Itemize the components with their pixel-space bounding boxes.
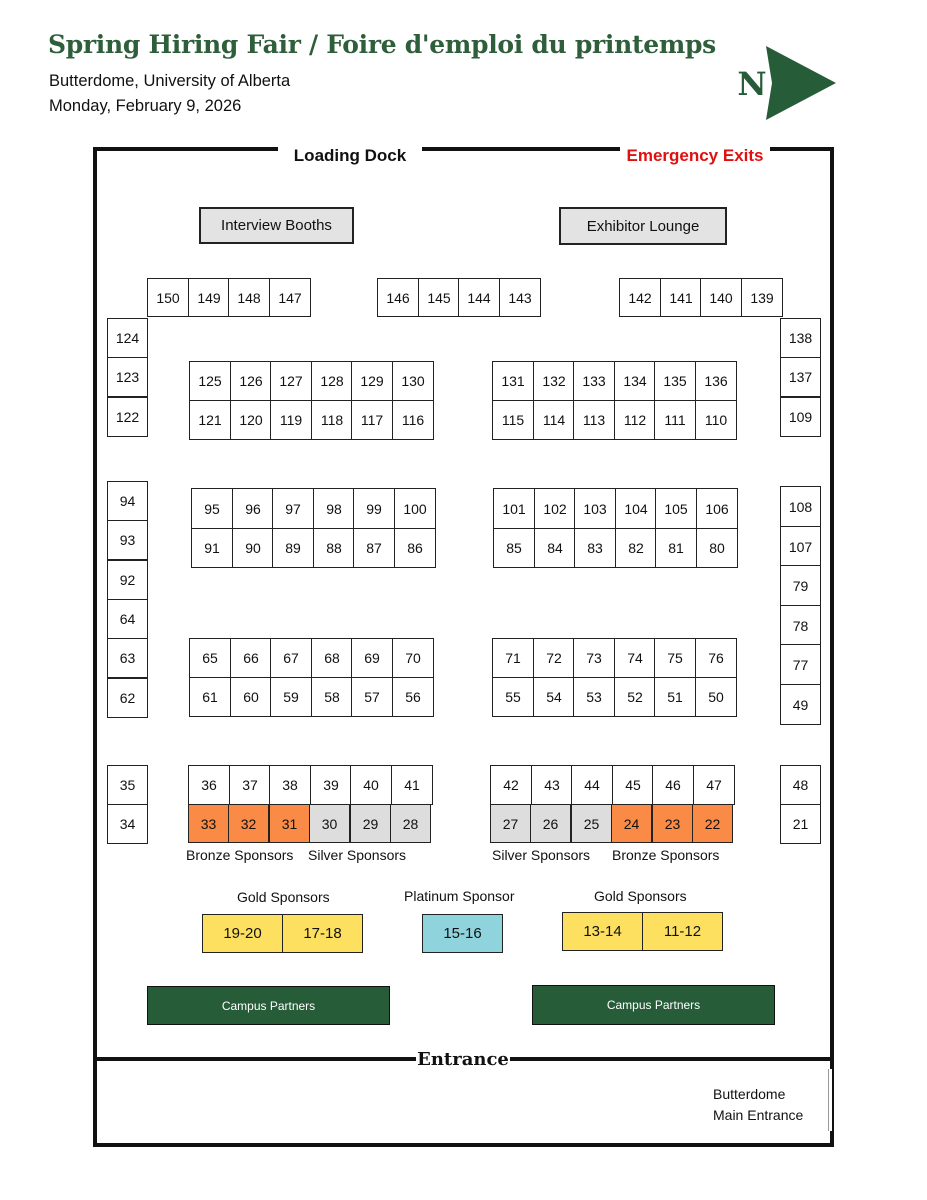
booth-114: 114 — [533, 400, 575, 440]
booth-104: 104 — [615, 488, 657, 529]
booth-99: 99 — [353, 488, 395, 529]
booth-47: 47 — [693, 765, 735, 805]
page-title: Spring Hiring Fair / Foire d'emploi du printemps — [48, 30, 716, 59]
booth-81: 81 — [655, 528, 697, 568]
booth-64: 64 — [107, 599, 148, 639]
gold-sponsor-booth-19-20: 19-20 — [202, 914, 283, 953]
booth-59: 59 — [270, 677, 312, 717]
booth-80: 80 — [696, 528, 738, 568]
booth-50: 50 — [695, 677, 737, 717]
booth-67: 67 — [270, 638, 312, 678]
booth-68: 68 — [311, 638, 353, 678]
bronze-sponsor-booth-23: 23 — [652, 804, 693, 843]
booth-66: 66 — [230, 638, 272, 678]
exhibitor-lounge-zone: Exhibitor Lounge — [559, 207, 727, 245]
booth-97: 97 — [272, 488, 314, 529]
booth-58: 58 — [311, 677, 353, 717]
silver-sponsor-booth-27: 27 — [490, 804, 531, 843]
booth-98: 98 — [313, 488, 355, 529]
booth-126: 126 — [230, 361, 272, 401]
booth-108: 108 — [780, 486, 821, 527]
booth-54: 54 — [533, 677, 575, 717]
booth-78: 78 — [780, 605, 821, 646]
booth-38: 38 — [269, 765, 311, 805]
booth-146: 146 — [377, 278, 419, 317]
bronze-sponsor-booth-32: 32 — [228, 804, 269, 843]
booth-85: 85 — [493, 528, 535, 568]
booth-84: 84 — [534, 528, 576, 568]
emergency-exits-label: Emergency Exits — [620, 146, 770, 166]
booth-133: 133 — [573, 361, 615, 401]
booth-46: 46 — [652, 765, 694, 805]
booth-93: 93 — [107, 520, 148, 560]
booth-137: 137 — [780, 357, 821, 397]
booth-110: 110 — [695, 400, 737, 440]
booth-70: 70 — [392, 638, 434, 678]
booth-138: 138 — [780, 318, 821, 358]
booth-128: 128 — [311, 361, 353, 401]
main-entrance-label-line2: Main Entrance — [713, 1107, 804, 1123]
booth-45: 45 — [612, 765, 654, 805]
booth-63: 63 — [107, 638, 148, 678]
silver-sponsor-booth-26: 26 — [530, 804, 571, 843]
booth-36: 36 — [188, 765, 230, 805]
booth-115: 115 — [492, 400, 534, 440]
loading-dock-label: Loading Dock — [278, 146, 422, 166]
booth-40: 40 — [350, 765, 392, 805]
booth-94: 94 — [107, 481, 148, 521]
bronze-sponsors-left-label: Bronze Sponsors — [186, 847, 294, 863]
booth-60: 60 — [230, 677, 272, 717]
booth-95: 95 — [191, 488, 233, 529]
booth-87: 87 — [353, 528, 395, 568]
booth-91: 91 — [191, 528, 233, 568]
booth-55: 55 — [492, 677, 534, 717]
gold-sponsors-left-label: Gold Sponsors — [237, 889, 330, 905]
booth-89: 89 — [272, 528, 314, 568]
booth-124: 124 — [107, 318, 148, 358]
booth-42: 42 — [490, 765, 532, 805]
booth-148: 148 — [228, 278, 270, 317]
booth-122: 122 — [107, 397, 148, 437]
silver-sponsors-left-label: Silver Sponsors — [308, 847, 407, 863]
booth-39: 39 — [310, 765, 352, 805]
campus-partners-right: Campus Partners — [532, 985, 775, 1025]
booth-120: 120 — [230, 400, 272, 440]
booth-71: 71 — [492, 638, 534, 678]
booth-44: 44 — [571, 765, 613, 805]
booth-150: 150 — [147, 278, 189, 317]
booth-134: 134 — [614, 361, 656, 401]
booth-119: 119 — [270, 400, 312, 440]
booth-145: 145 — [418, 278, 460, 317]
booth-132: 132 — [533, 361, 575, 401]
booth-100: 100 — [394, 488, 436, 529]
booth-82: 82 — [615, 528, 657, 568]
booth-62: 62 — [107, 678, 148, 718]
booth-74: 74 — [614, 638, 656, 678]
bronze-sponsors-right-label: Bronze Sponsors — [612, 847, 720, 863]
booth-86: 86 — [394, 528, 436, 568]
platinum-sponsor-booth-15-16: 15-16 — [422, 914, 503, 953]
main-door — [828, 1069, 832, 1131]
silver-sponsor-booth-29: 29 — [350, 804, 391, 843]
booth-88: 88 — [313, 528, 355, 568]
north-arrow-icon — [736, 46, 836, 120]
booth-90: 90 — [232, 528, 274, 568]
booth-109: 109 — [780, 397, 821, 437]
booth-127: 127 — [270, 361, 312, 401]
booth-77: 77 — [780, 644, 821, 685]
booth-147: 147 — [269, 278, 311, 317]
interview-booths-zone: Interview Booths — [199, 207, 354, 244]
bronze-sponsor-booth-33: 33 — [188, 804, 229, 843]
booth-144: 144 — [458, 278, 500, 317]
booth-96: 96 — [232, 488, 274, 529]
booth-140: 140 — [700, 278, 742, 317]
booth-101: 101 — [493, 488, 535, 529]
booth-139: 139 — [741, 278, 783, 317]
booth-76: 76 — [695, 638, 737, 678]
booth-41: 41 — [391, 765, 433, 805]
booth-92: 92 — [107, 560, 148, 600]
gold-sponsor-booth-17-18: 17-18 — [282, 914, 363, 953]
booth-75: 75 — [654, 638, 696, 678]
entrance-label: Entrance — [417, 1049, 509, 1070]
booth-48: 48 — [780, 765, 821, 805]
booth-73: 73 — [573, 638, 615, 678]
booth-135: 135 — [654, 361, 696, 401]
booth-105: 105 — [655, 488, 697, 529]
north-letter: N — [737, 65, 767, 103]
booth-131: 131 — [492, 361, 534, 401]
booth-123: 123 — [107, 357, 148, 397]
date-text: Monday, February 9, 2026 — [49, 97, 242, 115]
booth-65: 65 — [189, 638, 231, 678]
booth-111: 111 — [654, 400, 696, 440]
gold-sponsors-right-label: Gold Sponsors — [594, 888, 687, 904]
booth-118: 118 — [311, 400, 353, 440]
booth-106: 106 — [696, 488, 738, 529]
booth-130: 130 — [392, 361, 434, 401]
campus-partners-left: Campus Partners — [147, 986, 390, 1025]
booth-102: 102 — [534, 488, 576, 529]
booth-117: 117 — [351, 400, 393, 440]
booth-49: 49 — [780, 684, 821, 725]
west-wall — [93, 147, 97, 1147]
booth-21: 21 — [780, 804, 821, 844]
south-wall — [93, 1143, 834, 1147]
silver-sponsors-right-label: Silver Sponsors — [492, 847, 591, 863]
booth-52: 52 — [614, 677, 656, 717]
bronze-sponsor-booth-22: 22 — [692, 804, 733, 843]
booth-149: 149 — [188, 278, 230, 317]
booth-72: 72 — [533, 638, 575, 678]
booth-56: 56 — [392, 677, 434, 717]
east-wall — [830, 147, 834, 1147]
booth-35: 35 — [107, 765, 148, 805]
booth-57: 57 — [351, 677, 393, 717]
booth-112: 112 — [614, 400, 656, 440]
booth-116: 116 — [392, 400, 434, 440]
booth-34: 34 — [107, 804, 148, 844]
silver-sponsor-booth-30: 30 — [309, 804, 350, 843]
bronze-sponsor-booth-24: 24 — [611, 804, 652, 843]
booth-43: 43 — [531, 765, 573, 805]
booth-37: 37 — [229, 765, 271, 805]
silver-sponsor-booth-25: 25 — [571, 804, 612, 843]
bronze-sponsor-booth-31: 31 — [269, 804, 310, 843]
booth-103: 103 — [574, 488, 616, 529]
booth-141: 141 — [660, 278, 702, 317]
booth-142: 142 — [619, 278, 661, 317]
booth-79: 79 — [780, 565, 821, 606]
platinum-sponsor-label: Platinum Sponsor — [404, 888, 515, 904]
venue-text: Butterdome, University of Alberta — [49, 72, 291, 90]
booth-107: 107 — [780, 526, 821, 567]
gold-sponsor-booth-11-12: 11-12 — [642, 912, 723, 951]
booth-51: 51 — [654, 677, 696, 717]
booth-136: 136 — [695, 361, 737, 401]
booth-129: 129 — [351, 361, 393, 401]
booth-143: 143 — [499, 278, 541, 317]
gold-sponsor-booth-13-14: 13-14 — [562, 912, 643, 951]
booth-113: 113 — [573, 400, 615, 440]
booth-61: 61 — [189, 677, 231, 717]
booth-83: 83 — [574, 528, 616, 568]
main-entrance-label-line1: Butterdome — [713, 1086, 786, 1102]
booth-69: 69 — [351, 638, 393, 678]
silver-sponsor-booth-28: 28 — [390, 804, 431, 843]
booth-125: 125 — [189, 361, 231, 401]
booth-53: 53 — [573, 677, 615, 717]
booth-121: 121 — [189, 400, 231, 440]
